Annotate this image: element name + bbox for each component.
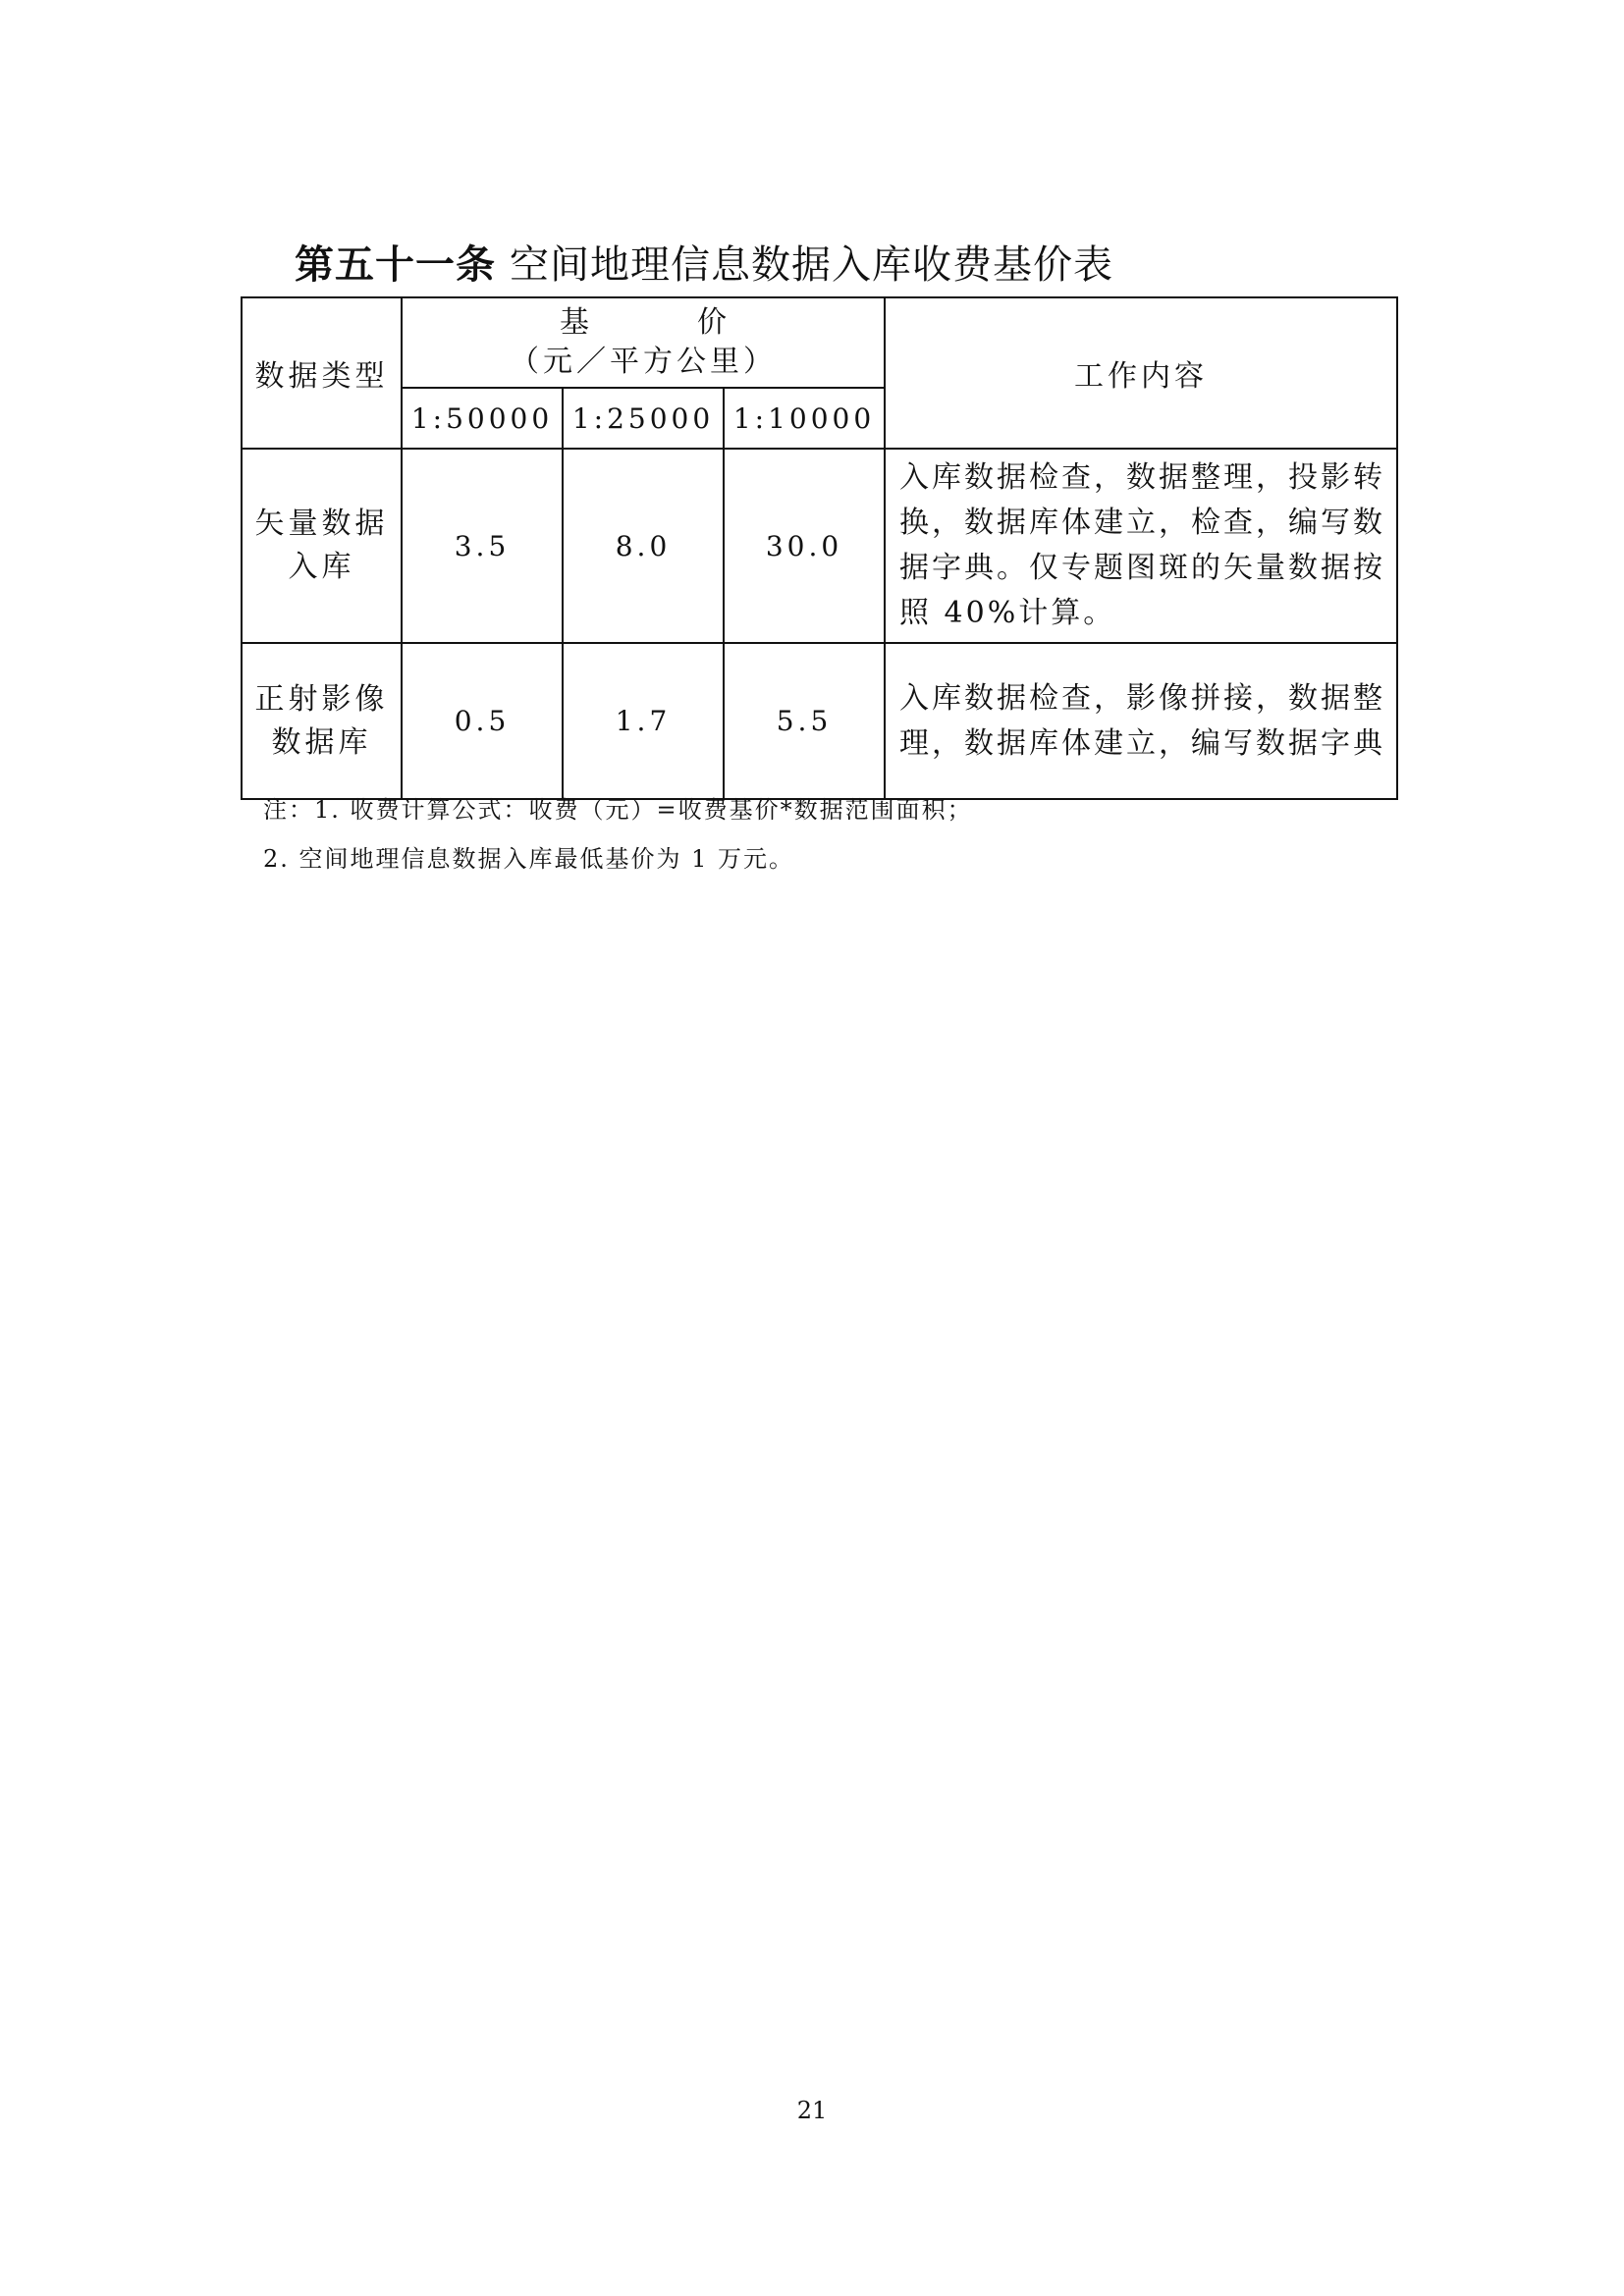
price-value: 0.5 xyxy=(402,643,563,799)
row-type-vector: 矢量数据入库 xyxy=(242,449,402,643)
header-price-unit: （元／平方公里） xyxy=(510,345,777,379)
price-value: 8.0 xyxy=(563,449,724,643)
note-2: 2. 空间地理信息数据入库最低基价为 1 万元。 xyxy=(263,845,795,873)
fee-table xyxy=(241,296,1398,800)
table-title: 空间地理信息数据入库收费基价表 xyxy=(510,242,1113,288)
header-price-label: 基 价 xyxy=(560,305,766,340)
work-content: 入库数据检查，数据整理，投影转换，数据库体建立，检查，编写数据字典。仅专题图斑的矢量数据按照 40%计算。 xyxy=(885,449,1397,643)
header-scale-50000: 1:50000 xyxy=(402,388,563,449)
header-base-price xyxy=(402,297,885,388)
note-1: 注：1. 收费计算公式：收费（元）=收费基价*数据范围面积； xyxy=(263,796,973,824)
page-title xyxy=(295,238,1424,293)
price-value: 30.0 xyxy=(724,449,885,643)
notes xyxy=(263,785,1392,883)
work-content: 入库数据检查，影像拼接，数据整理，数据库体建立，编写数据字典 xyxy=(885,643,1397,799)
header-work-content: 工作内容 xyxy=(885,297,1397,449)
table-row xyxy=(242,643,1397,799)
table-row xyxy=(242,449,1397,643)
price-value: 3.5 xyxy=(402,449,563,643)
table-header-row xyxy=(242,297,1397,388)
price-value: 1.7 xyxy=(563,643,724,799)
row-type-orthophoto: 正射影像数据库 xyxy=(242,643,402,799)
page-number: 21 xyxy=(796,2097,828,2124)
header-scale-25000: 1:25000 xyxy=(563,388,724,449)
header-scale-10000: 1:10000 xyxy=(724,388,885,449)
price-value: 5.5 xyxy=(724,643,885,799)
header-data-type: 数据类型 xyxy=(242,297,402,449)
article-number: 第五十一条 xyxy=(295,241,496,288)
